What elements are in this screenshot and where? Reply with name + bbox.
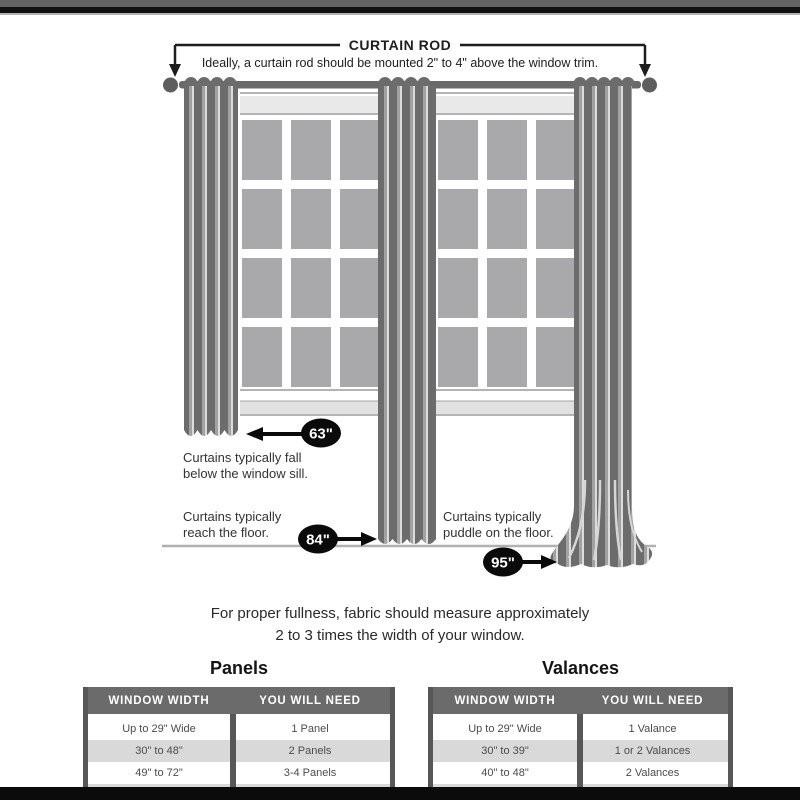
cell-width: 40" to 48" [481, 767, 529, 779]
cell-need: 1 or 2 Valances [614, 745, 691, 757]
bottom-black-band [0, 787, 800, 800]
valances-col2-header: YOU WILL NEED [601, 694, 704, 707]
bracket-arrow-left [169, 64, 181, 77]
panels-table-title: Panels [209, 658, 269, 678]
cell-need: 1 Panel [291, 723, 329, 735]
valances-col1-header: WINDOW WIDTH [454, 694, 556, 707]
fullness-note [0, 603, 800, 647]
badge-95-label: 95" [491, 554, 515, 572]
cell-need: 3-4 Panels [283, 767, 337, 779]
table-row [88, 762, 390, 784]
caption-puddle-line2: puddle on the floor. [443, 525, 554, 540]
rod-title: CURTAIN ROD [348, 37, 452, 53]
fullness-line2: 2 to 3 times the width of your window. [275, 627, 525, 644]
panels-table-box [83, 687, 395, 800]
valances-table-box [428, 687, 733, 800]
window-left-panes [242, 120, 380, 387]
panels-table-header [88, 687, 390, 714]
fullness-line1: For proper fullness, fabric should measure approximately [210, 605, 590, 622]
badge-84-label: 84" [306, 531, 330, 549]
valances-table [428, 657, 733, 800]
cell-need: 2 Panels [288, 745, 332, 757]
caption-floor-line2: reach the floor. [183, 525, 269, 540]
caption-sill-line2: below the window sill. [183, 466, 309, 481]
panels-col1-header: WINDOW WIDTH [108, 694, 210, 707]
table-row [88, 718, 390, 740]
cell-need: 1 Valance [628, 723, 677, 735]
valances-table-header [433, 687, 728, 714]
cell-width: Up to 29" Wide [122, 723, 196, 735]
cell-width: Up to 29" Wide [468, 723, 542, 735]
badge-63 [246, 419, 341, 448]
window-right-panes [438, 120, 576, 387]
caption-puddle-line1: Curtains typically [443, 509, 542, 524]
bracket-arrow-right [639, 64, 651, 77]
arrow-left-icon [246, 427, 263, 441]
arrow-right-icon [361, 532, 377, 546]
rod-subtitle: Ideally, a curtain rod should be mounted 2" to 4" above the window trim. [201, 56, 599, 70]
cell-width: 30" to 39" [481, 745, 529, 757]
cell-width: 30" to 48" [135, 745, 183, 757]
rod-finial-right [642, 78, 657, 93]
curtain-middle-panel [378, 77, 436, 544]
panels-table [83, 657, 395, 800]
curtain-left-panel [184, 77, 238, 436]
badge-95 [483, 548, 557, 577]
cell-width: 49" to 72" [135, 767, 183, 779]
cell-need: 2 Valances [625, 767, 680, 779]
caption-floor-line1: Curtains typically [183, 509, 282, 524]
table-row [88, 740, 390, 762]
valances-table-title: Valances [541, 658, 620, 678]
panels-col2-header: YOU WILL NEED [259, 694, 361, 707]
caption-sill-line1: Curtains typically fall [183, 450, 302, 465]
badge-84 [298, 525, 377, 554]
badge-63-label: 63" [309, 425, 333, 443]
rod-finial-left [163, 78, 178, 93]
